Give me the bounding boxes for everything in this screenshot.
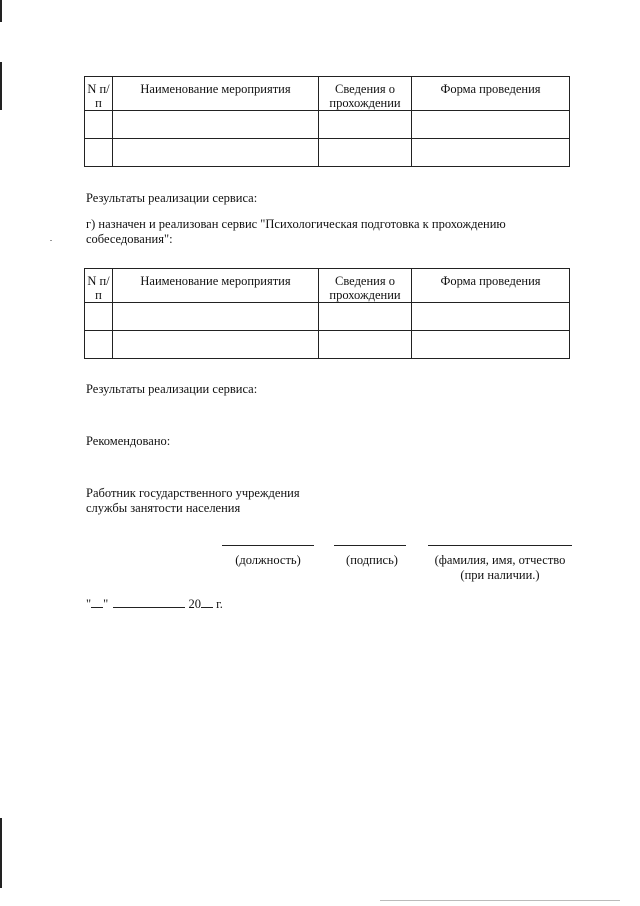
year-suffix: г. — [216, 597, 223, 611]
col-header-event-name: Наименование мероприятия — [113, 269, 319, 303]
table-row — [85, 331, 570, 359]
signature-line[interactable] — [334, 545, 406, 546]
table-row — [85, 139, 570, 167]
full-name-signature-line[interactable] — [428, 545, 572, 546]
table-cell[interactable] — [319, 111, 412, 139]
table-cell[interactable] — [319, 331, 412, 359]
table-cell[interactable] — [113, 331, 319, 359]
col-header-number: N п/п — [85, 269, 113, 303]
day-blank[interactable] — [91, 595, 103, 608]
table-cell[interactable] — [412, 303, 570, 331]
table-cell[interactable] — [85, 331, 113, 359]
col-header-completion-info: Сведения о прохождении — [319, 269, 412, 303]
service-g-description: г) назначен и реализован сервис "Психологическая подготовка к прохождению собеседования": — [86, 217, 506, 246]
position-signature-line[interactable] — [222, 545, 314, 546]
table-cell[interactable] — [113, 303, 319, 331]
col-header-format: Форма проведения — [412, 269, 570, 303]
date-field — [86, 595, 223, 612]
table-row — [85, 111, 570, 139]
year-blank[interactable] — [201, 595, 213, 608]
table-cell[interactable] — [412, 331, 570, 359]
table-header-row — [85, 269, 570, 303]
results-label: Результаты реализации сервиса: — [86, 382, 258, 396]
col-header-completion-info: Сведения о прохождении — [319, 77, 412, 111]
events-table-1 — [84, 76, 570, 167]
scan-artifact-line — [380, 900, 620, 901]
worker-label: Работник государственного учреждения службы занятости населения — [86, 486, 300, 515]
col-header-event-name: Наименование мероприятия — [113, 77, 319, 111]
year-prefix: 20 — [188, 597, 201, 611]
col-header-number: N п/п — [85, 77, 113, 111]
table-header-row — [85, 77, 570, 111]
scan-edge-mark — [0, 0, 2, 22]
events-table-2 — [84, 268, 570, 359]
table-cell[interactable] — [85, 303, 113, 331]
full-name-caption: (фамилия, имя, отчество (при наличии.) — [434, 553, 566, 582]
signature-caption: (подпись) — [346, 553, 398, 567]
table-cell[interactable] — [412, 139, 570, 167]
date-open-quote: " — [86, 597, 92, 611]
table-cell[interactable] — [412, 111, 570, 139]
col-header-format: Форма проведения — [412, 77, 570, 111]
position-caption: (должность) — [235, 553, 301, 567]
table-row — [85, 303, 570, 331]
scan-edge-mark — [0, 62, 2, 110]
table-cell[interactable] — [113, 111, 319, 139]
date-close-quote: " — [103, 597, 109, 611]
table-cell[interactable] — [113, 139, 319, 167]
results-label: Результаты реализации сервиса: — [86, 191, 258, 205]
table-cell[interactable] — [85, 139, 113, 167]
table-cell[interactable] — [319, 139, 412, 167]
month-blank[interactable] — [113, 595, 185, 608]
scan-edge-mark — [0, 818, 2, 888]
recommended-label: Рекомендовано: — [86, 434, 171, 448]
table-cell[interactable] — [319, 303, 412, 331]
table-cell[interactable] — [85, 111, 113, 139]
scan-artifact-dot — [50, 240, 52, 241]
